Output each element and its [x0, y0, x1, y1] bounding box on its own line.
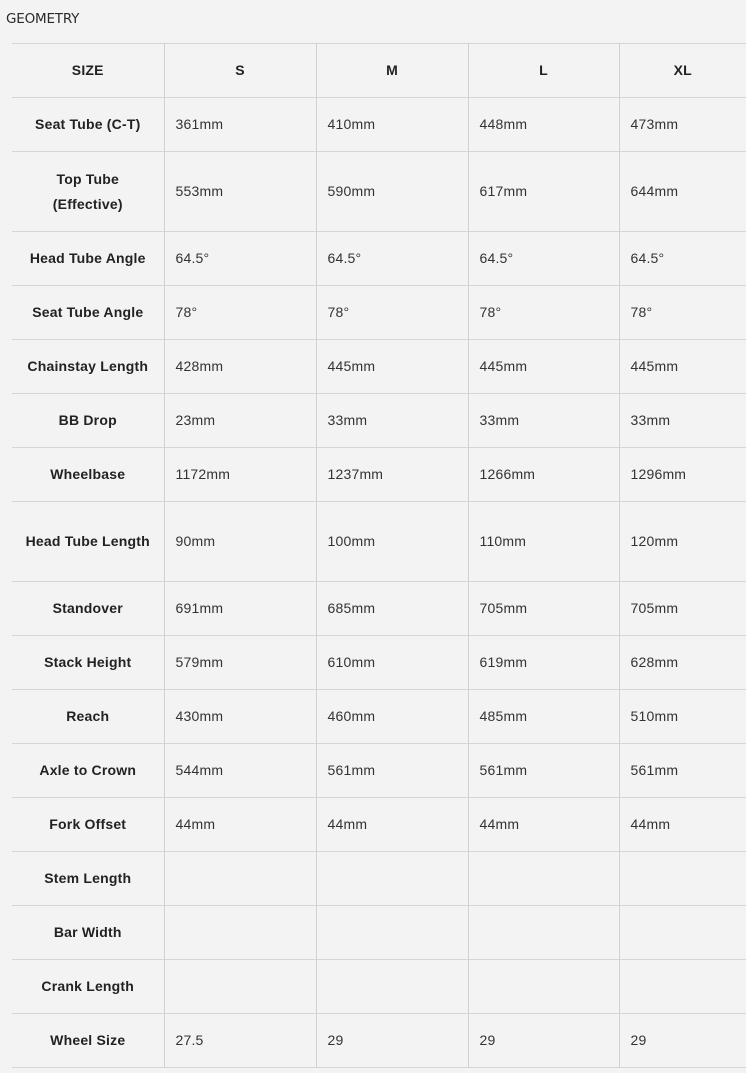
table-cell: 428mm: [164, 340, 316, 394]
row-label: Head Tube Angle: [12, 232, 164, 286]
table-cell: 90mm: [164, 502, 316, 582]
table-cell: [619, 906, 746, 960]
table-cell: 644mm: [619, 152, 746, 232]
table-cell: 628mm: [619, 636, 746, 690]
table-cell: 485mm: [468, 690, 619, 744]
table-cell: [316, 960, 468, 1014]
table-cell: 590mm: [316, 152, 468, 232]
table-cell: 617mm: [468, 152, 619, 232]
row-label: Top Tube (Effective): [12, 152, 164, 232]
table-row: [12, 152, 746, 232]
row-label: Wheel Size: [12, 1014, 164, 1068]
table-cell: [316, 906, 468, 960]
geometry-table: [12, 43, 746, 1068]
table-row: [12, 582, 746, 636]
table-cell: 610mm: [316, 636, 468, 690]
table-cell: 445mm: [468, 340, 619, 394]
table-cell: [468, 960, 619, 1014]
table-row: [12, 394, 746, 448]
table-cell: 448mm: [468, 98, 619, 152]
row-label: Bar Width: [12, 906, 164, 960]
row-label: Standover: [12, 582, 164, 636]
table-cell: 78°: [164, 286, 316, 340]
size-header: SIZE: [12, 44, 164, 98]
table-cell: 44mm: [468, 798, 619, 852]
row-label: Wheelbase: [12, 448, 164, 502]
size-column-header: XL: [619, 44, 746, 98]
table-cell: 430mm: [164, 690, 316, 744]
table-cell: 685mm: [316, 582, 468, 636]
row-label: Stack Height: [12, 636, 164, 690]
table-cell: 33mm: [468, 394, 619, 448]
table-cell: 78°: [619, 286, 746, 340]
table-cell: 1296mm: [619, 448, 746, 502]
table-row: [12, 340, 746, 394]
table-row: [12, 232, 746, 286]
table-cell: 44mm: [619, 798, 746, 852]
table-row: [12, 960, 746, 1014]
row-label: Head Tube Length: [12, 502, 164, 582]
table-cell: [468, 852, 619, 906]
table-cell: 473mm: [619, 98, 746, 152]
table-cell: 544mm: [164, 744, 316, 798]
row-label: Chainstay Length: [12, 340, 164, 394]
table-row: [12, 798, 746, 852]
table-cell: 1237mm: [316, 448, 468, 502]
table-cell: 561mm: [619, 744, 746, 798]
table-cell: 64.5°: [468, 232, 619, 286]
table-cell: 78°: [316, 286, 468, 340]
table-cell: [316, 852, 468, 906]
table-cell: 691mm: [164, 582, 316, 636]
table-cell: 23mm: [164, 394, 316, 448]
table-row: [12, 98, 746, 152]
table-cell: 1266mm: [468, 448, 619, 502]
size-column-header: S: [164, 44, 316, 98]
table-row: [12, 690, 746, 744]
page-title: GEOMETRY: [6, 11, 80, 27]
table-row: [12, 906, 746, 960]
table-cell: 100mm: [316, 502, 468, 582]
table-cell: 33mm: [619, 394, 746, 448]
table-cell: 1172mm: [164, 448, 316, 502]
table-row: [12, 448, 746, 502]
table-cell: 579mm: [164, 636, 316, 690]
table-cell: 29: [619, 1014, 746, 1068]
table-row: [12, 502, 746, 582]
row-label: Crank Length: [12, 960, 164, 1014]
table-row: [12, 636, 746, 690]
table-cell: 361mm: [164, 98, 316, 152]
table-cell: 445mm: [619, 340, 746, 394]
table-cell: [619, 852, 746, 906]
table-row: [12, 286, 746, 340]
table-cell: 110mm: [468, 502, 619, 582]
table-cell: 705mm: [468, 582, 619, 636]
table-cell: 64.5°: [316, 232, 468, 286]
table-row: [12, 852, 746, 906]
row-label: Axle to Crown: [12, 744, 164, 798]
row-label: Seat Tube Angle: [12, 286, 164, 340]
table-cell: 44mm: [316, 798, 468, 852]
table-cell: 64.5°: [164, 232, 316, 286]
table-cell: 460mm: [316, 690, 468, 744]
table-cell: 33mm: [316, 394, 468, 448]
table-cell: 619mm: [468, 636, 619, 690]
row-label: BB Drop: [12, 394, 164, 448]
table-cell: 561mm: [316, 744, 468, 798]
table-cell: 120mm: [619, 502, 746, 582]
table-cell: [468, 906, 619, 960]
table-cell: 553mm: [164, 152, 316, 232]
table-header-row: [12, 44, 746, 98]
table-cell: 64.5°: [619, 232, 746, 286]
table-cell: [164, 960, 316, 1014]
row-label: Seat Tube (C-T): [12, 98, 164, 152]
table-cell: 561mm: [468, 744, 619, 798]
table-cell: 29: [468, 1014, 619, 1068]
table-cell: [619, 960, 746, 1014]
table-cell: 78°: [468, 286, 619, 340]
table-row: [12, 1014, 746, 1068]
table-cell: [164, 906, 316, 960]
row-label: Fork Offset: [12, 798, 164, 852]
row-label: Stem Length: [12, 852, 164, 906]
row-label: Reach: [12, 690, 164, 744]
table-cell: 27.5: [164, 1014, 316, 1068]
table-cell: 29: [316, 1014, 468, 1068]
table-cell: 705mm: [619, 582, 746, 636]
table-cell: 445mm: [316, 340, 468, 394]
table-cell: 510mm: [619, 690, 746, 744]
table-cell: [164, 852, 316, 906]
table-row: [12, 744, 746, 798]
size-column-header: L: [468, 44, 619, 98]
table-cell: 44mm: [164, 798, 316, 852]
size-column-header: M: [316, 44, 468, 98]
table-cell: 410mm: [316, 98, 468, 152]
